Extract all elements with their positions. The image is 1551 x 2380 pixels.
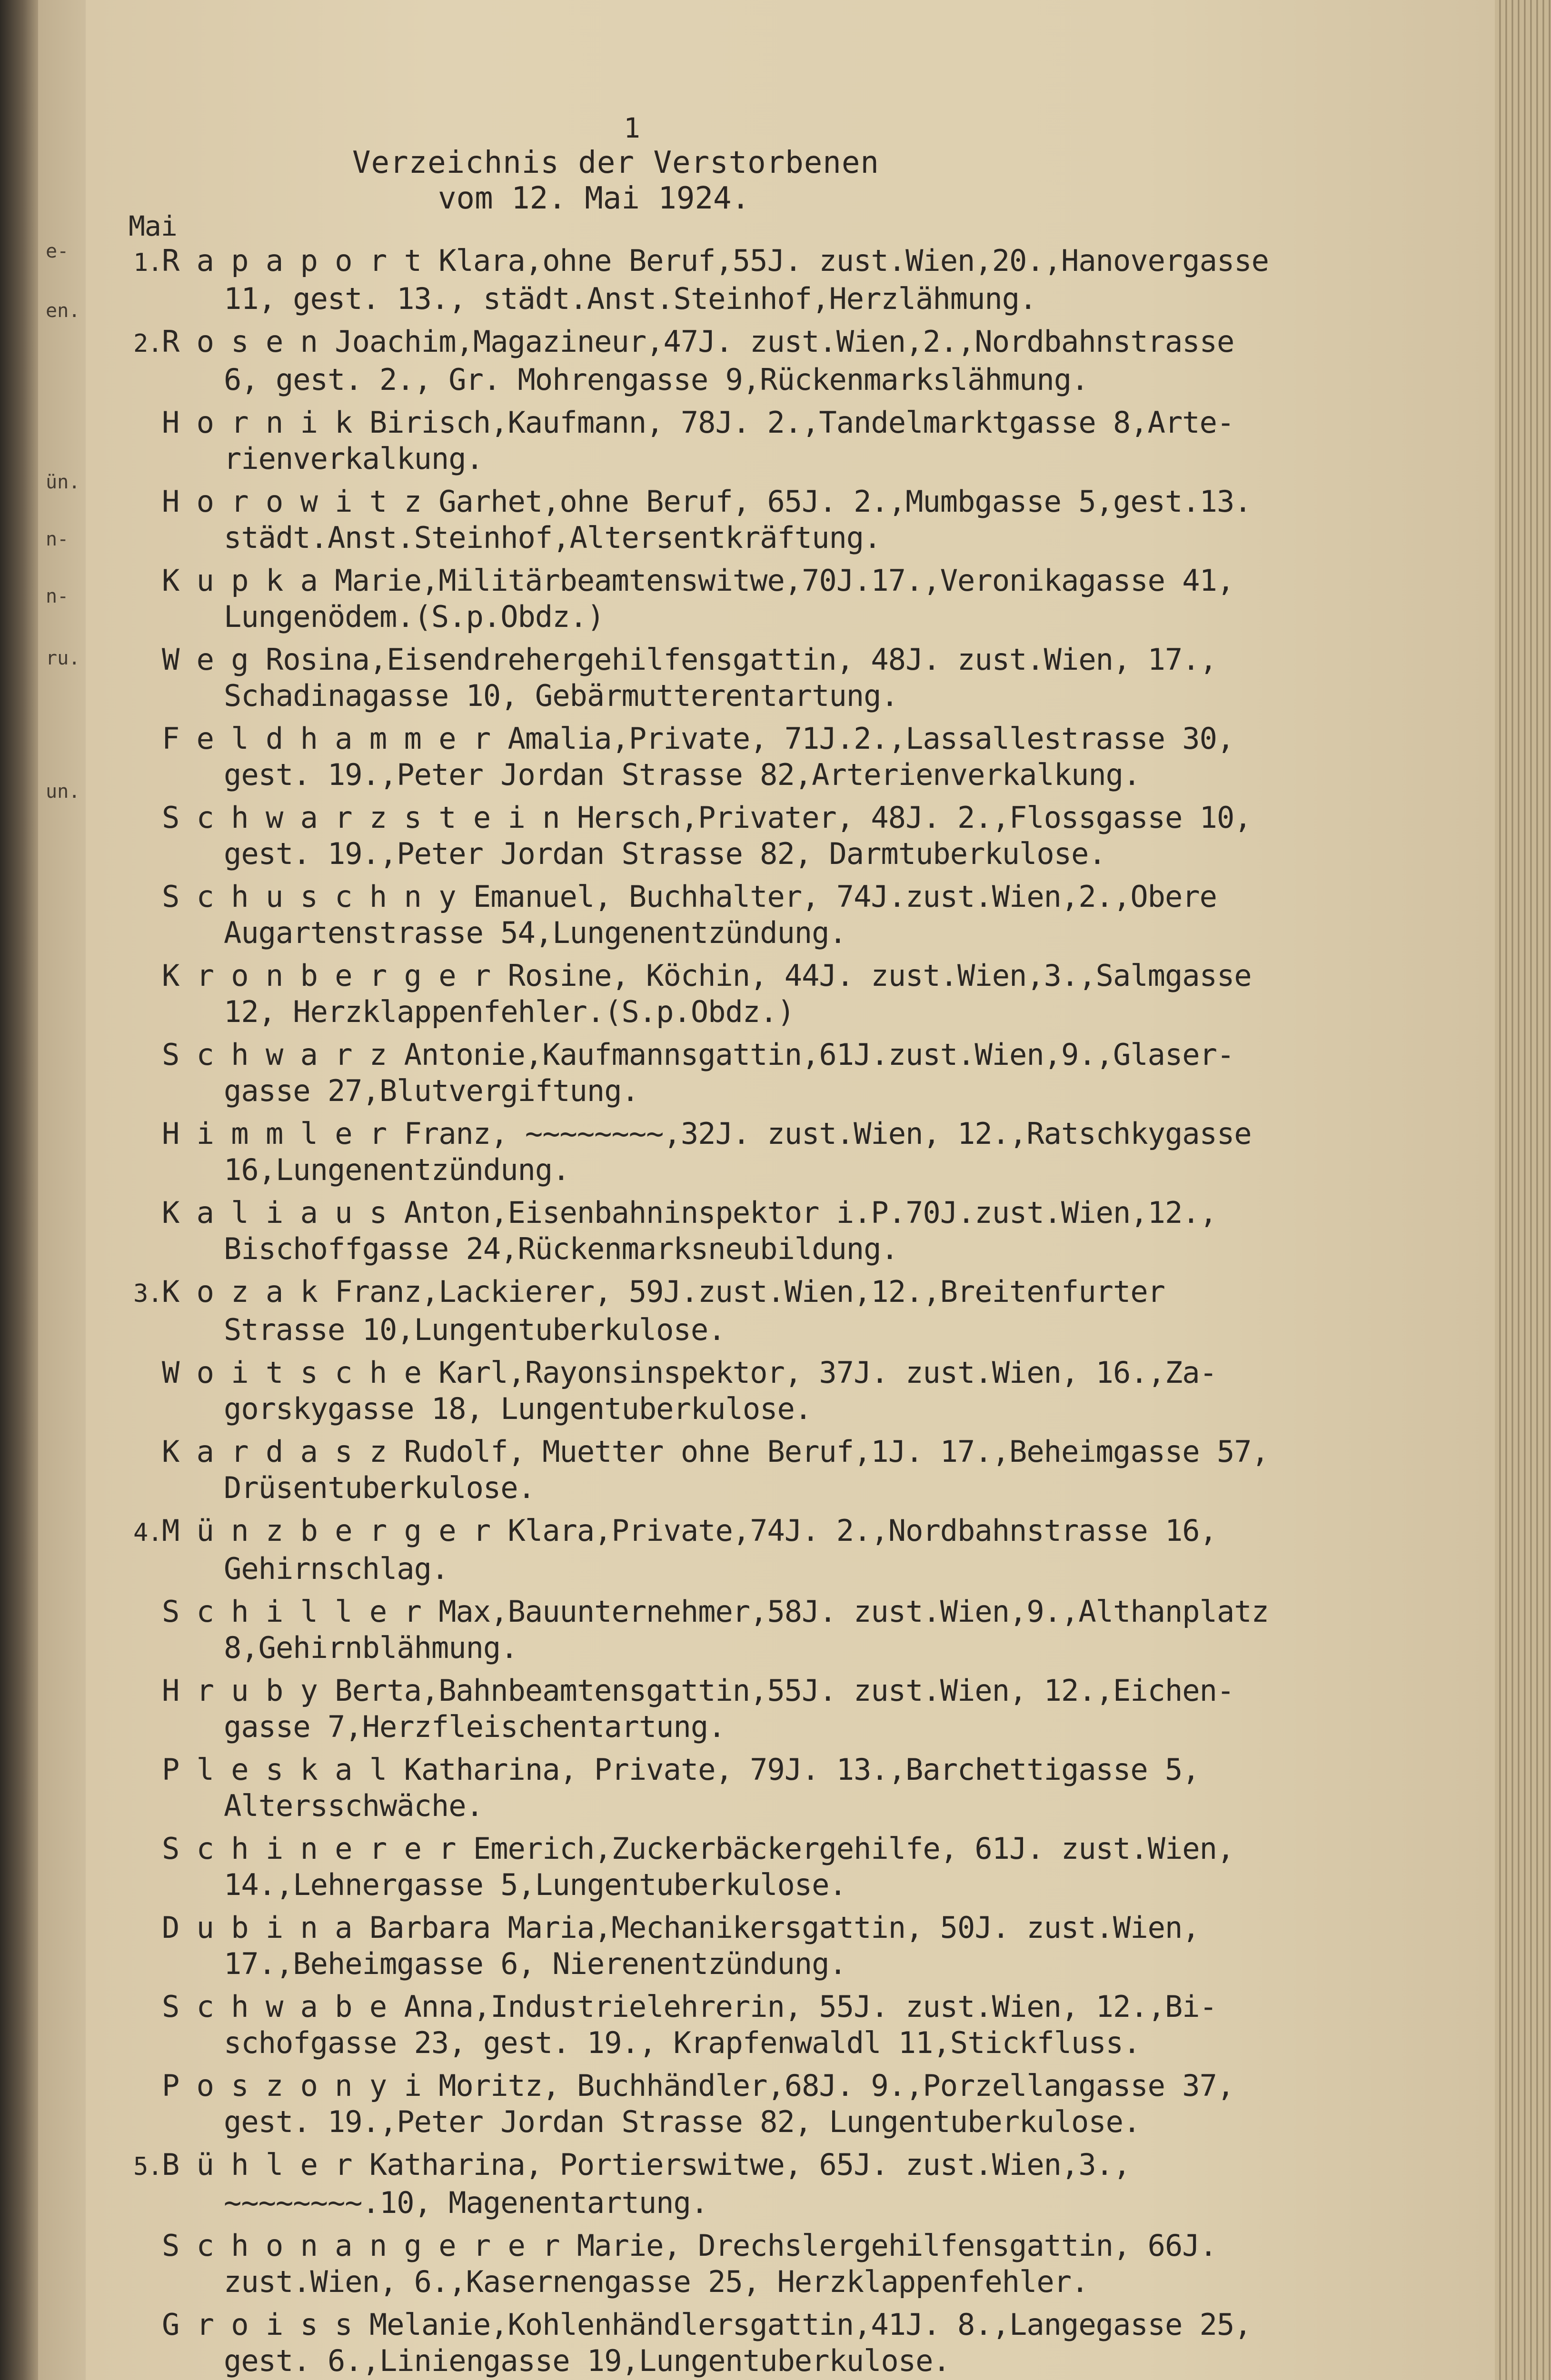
entry-first-line (133, 2228, 1495, 2264)
list-item (133, 2147, 1495, 2221)
entry-continuation-line: gasse 27,Blutvergiftung. (224, 1073, 639, 1108)
list-item (133, 2228, 1495, 2300)
list-item (133, 800, 1495, 872)
page-number: 1 (624, 112, 640, 144)
entry-text: S c h w a r z s t e i n Hersch,Privater, 48J. 2.,Flossgasse 10, (162, 800, 1252, 835)
list-item (133, 1434, 1495, 1506)
margin-fragment: en. (46, 300, 80, 322)
list-item (133, 1910, 1495, 1982)
entry-first-line (133, 1195, 1495, 1231)
entry-text: P o s z o n y i Moritz, Buchhändler,68J. 9.,Porzellangasse 37, (162, 2068, 1234, 2103)
entry-first-line (133, 2068, 1495, 2104)
entry-first-line (133, 642, 1495, 678)
entry-first-line (133, 1910, 1495, 1946)
list-item (133, 484, 1495, 556)
entry-text: R a p a p o r t Klara,ohne Beruf,55J. zust.Wien,20.,Hanovergasse (162, 243, 1269, 278)
document-page (86, 0, 1495, 2380)
margin-fragment: ru. (46, 647, 80, 669)
entry-text: D u b i n a Barbara Maria,Mechanikersgattin, 50J. zust.Wien, (162, 1910, 1200, 1945)
entry-continuation-line: Schadinagasse 10, Gebärmutterentartung. (224, 678, 898, 713)
list-item (133, 1673, 1495, 1745)
list-item (133, 2307, 1495, 2379)
entry-text: K a l i a u s Anton,Eisenbahninspektor i.P.70J.zust.Wien,12., (162, 1195, 1217, 1230)
list-item (133, 1195, 1495, 1267)
list-item (133, 405, 1495, 477)
margin-fragment: un. (46, 781, 80, 803)
margin-fragment: n- (46, 528, 69, 550)
list-item (133, 1037, 1495, 1109)
entry-continuation-line: Drüsentuberkulose. (224, 1470, 535, 1505)
day-marker: 3. (133, 1279, 162, 1308)
entry-list (129, 209, 1495, 2380)
entry-continuation-line: rienverkalkung. (224, 441, 483, 476)
entry-continuation-line: 17.,Beheimgasse 6, Nierenentzündung. (224, 1946, 846, 1981)
entry-first-line (133, 879, 1495, 915)
entry-text: K o z a k Franz,Lackierer, 59J.zust.Wien,12.,Breitenfurter (162, 1274, 1165, 1309)
entry-first-line (133, 1752, 1495, 1788)
entry-continuation-line: 12, Herzklappenfehler.(S.p.Obdz.) (224, 994, 795, 1029)
entry-first-line (133, 1116, 1495, 1152)
entry-continuation-line: gasse 7,Herzfleischentartung. (224, 1709, 726, 1744)
entry-text: M ü n z b e r g e r Klara,Private,74J. 2.,Nordbahnstrasse 16, (162, 1513, 1217, 1548)
list-item (133, 879, 1495, 951)
stacked-page-edges (1495, 0, 1551, 2380)
list-item (133, 1513, 1495, 1587)
entry-first-line (133, 243, 1495, 281)
list-item (133, 324, 1495, 398)
margin-fragment: e- (46, 240, 69, 262)
entry-text: S c h i n e r e r Emerich,Zuckerbäckergehilfe, 61J. zust.Wien, (162, 1831, 1234, 1866)
entry-continuation-line: gest. 19.,Peter Jordan Strasse 82,Arterienverkalkung. (224, 757, 1141, 792)
entry-first-line (133, 1274, 1495, 1312)
book-spine (0, 0, 38, 2380)
day-marker: 2. (133, 329, 162, 358)
entry-text: P l e s k a l Katharina, Private, 79J. 13.,Barchettigasse 5, (162, 1752, 1200, 1787)
date-line: vom 12. Mai 1924. (438, 181, 750, 216)
entry-text: K r o n b e r g e r Rosine, Köchin, 44J. zust.Wien,3.,Salmgasse (162, 958, 1252, 993)
entry-first-line (133, 1513, 1495, 1551)
entry-text: S c h i l l e r Max,Bauunternehmer,58J. zust.Wien,9.,Althanplatz (162, 1594, 1269, 1629)
entry-first-line (133, 1037, 1495, 1073)
day-marker: 5. (133, 2152, 162, 2181)
entry-first-line (133, 1831, 1495, 1867)
entry-continuation-line: 14.,Lehnergasse 5,Lungentuberkulose. (224, 1867, 846, 1902)
margin-fragment: ün. (46, 471, 80, 493)
entry-continuation-line: 11, gest. 13., städt.Anst.Steinhof,Herzlähmung. (224, 281, 1037, 316)
list-item (133, 1116, 1495, 1188)
list-item (133, 1274, 1495, 1348)
entry-continuation-line: Bischoffgasse 24,Rückenmarksneubildung. (224, 1231, 898, 1266)
entry-first-line (133, 1673, 1495, 1709)
entry-text: R o s e n Joachim,Magazineur,47J. zust.Wien,2.,Nordbahnstrasse (162, 324, 1234, 359)
entry-continuation-line: Strasse 10,Lungentuberkulose. (224, 1312, 726, 1347)
entry-first-line (133, 563, 1495, 599)
entry-continuation-line: gest. 19.,Peter Jordan Strasse 82, Lungentuberkulose. (224, 2104, 1141, 2139)
list-item (133, 721, 1495, 793)
entry-first-line (133, 1594, 1495, 1630)
list-item (133, 642, 1495, 714)
entry-first-line (133, 2307, 1495, 2343)
entry-continuation-line: Lungenödem.(S.p.Obdz.) (224, 599, 605, 634)
entry-text: G r o i s s Melanie,Kohlenhändlersgattin,41J. 8.,Langegasse 25, (162, 2307, 1252, 2342)
margin-fragment: n- (46, 585, 69, 607)
day-marker: 4. (133, 1518, 162, 1547)
entry-first-line (133, 484, 1495, 520)
entry-continuation-line: Gehirnschlag. (224, 1551, 449, 1586)
entry-continuation-line: 16,Lungenentzündung. (224, 1152, 570, 1187)
list-item (133, 563, 1495, 635)
entry-continuation-line: gorskygasse 18, Lungentuberkulose. (224, 1391, 812, 1426)
list-item (133, 1989, 1495, 2061)
entry-text: H o r o w i t z Garhet,ohne Beruf, 65J. 2.,Mumbgasse 5,gest.13. (162, 484, 1252, 519)
entry-continuation-line: Altersschwäche. (224, 1788, 483, 1823)
day-marker: 1. (133, 248, 162, 277)
entry-text: W e g Rosina,Eisendrehergehilfensgattin, 48J. zust.Wien, 17., (162, 642, 1217, 677)
list-item (133, 2068, 1495, 2140)
list-item (133, 1594, 1495, 1666)
list-item (133, 243, 1495, 317)
entry-text: K u p k a Marie,Militärbeamtenswitwe,70J.17.,Veronikagasse 41, (162, 563, 1234, 598)
entry-text: K a r d a s z Rudolf, Muetter ohne Beruf,1J. 17.,Beheimgasse 57, (162, 1434, 1269, 1469)
entry-text: S c h u s c h n y Emanuel, Buchhalter, 74J.zust.Wien,2.,Obere (162, 879, 1217, 914)
entry-text: F e l d h a m m e r Amalia,Private, 71J.2.,Lassallestrasse 30, (162, 721, 1234, 756)
list-item (133, 1355, 1495, 1427)
entry-first-line (133, 800, 1495, 836)
month-label: Mai (129, 210, 177, 242)
entry-first-line (133, 1989, 1495, 2025)
list-item (133, 1752, 1495, 1824)
entry-text: S c h w a b e Anna,Industrielehrerin, 55J. zust.Wien, 12.,Bi- (162, 1989, 1217, 2024)
entry-continuation-line: 6, gest. 2., Gr. Mohrengasse 9,Rückenmarkslähmung. (224, 362, 1089, 397)
entry-first-line (133, 1355, 1495, 1391)
entry-first-line (133, 721, 1495, 757)
entry-first-line (133, 958, 1495, 994)
list-item (133, 958, 1495, 1030)
entry-text: S c h w a r z Antonie,Kaufmannsgattin,61J.zust.Wien,9.,Glaser- (162, 1037, 1234, 1072)
entry-continuation-line: gest. 19.,Peter Jordan Strasse 82, Darmtuberkulose. (224, 836, 1106, 871)
entry-continuation-line: städt.Anst.Steinhof,Altersentkräftung. (224, 520, 881, 555)
previous-page-edge (38, 0, 87, 2380)
entry-first-line (133, 1434, 1495, 1470)
entry-continuation-line: schofgasse 23, gest. 19., Krapfenwaldl 11,Stickfluss. (224, 2025, 1141, 2060)
entry-text: H o r n i k Birisch,Kaufmann, 78J. 2.,Tandelmarktgasse 8,Arte- (162, 405, 1234, 440)
entry-first-line (133, 324, 1495, 362)
entry-continuation-line: 8,Gehirnblähmung. (224, 1630, 518, 1665)
entry-text: W o i t s c h e Karl,Rayonsinspektor, 37J. zust.Wien, 16.,Za- (162, 1355, 1217, 1390)
entry-continuation-line: Augartenstrasse 54,Lungenentzündung. (224, 915, 846, 950)
list-item (133, 1831, 1495, 1903)
entry-text: H i m m l e r Franz, ~~~~~~~~,32J. zust.Wien, 12.,Ratschkygasse (162, 1116, 1252, 1151)
entry-text: H r u b y Berta,Bahnbeamtensgattin,55J. zust.Wien, 12.,Eichen- (162, 1673, 1234, 1708)
entry-text: S c h o n a n g e r e r Marie, Drechslergehilfensgattin, 66J. (162, 2228, 1217, 2263)
entry-continuation-line: gest. 6.,Liniengasse 19,Lungentuberkulose. (224, 2343, 950, 2378)
page-title: Verzeichnis der Verstorbenen (352, 145, 879, 180)
entry-first-line (133, 2147, 1495, 2185)
entry-first-line (133, 405, 1495, 441)
entry-continuation-line: zust.Wien, 6.,Kasernengasse 25, Herzklappenfehler. (224, 2264, 1089, 2299)
entry-text: B ü h l e r Katharina, Portierswitwe, 65J. zust.Wien,3., (162, 2147, 1131, 2182)
entry-continuation-line: ~~~~~~~~.10, Magenentartung. (224, 2185, 708, 2220)
